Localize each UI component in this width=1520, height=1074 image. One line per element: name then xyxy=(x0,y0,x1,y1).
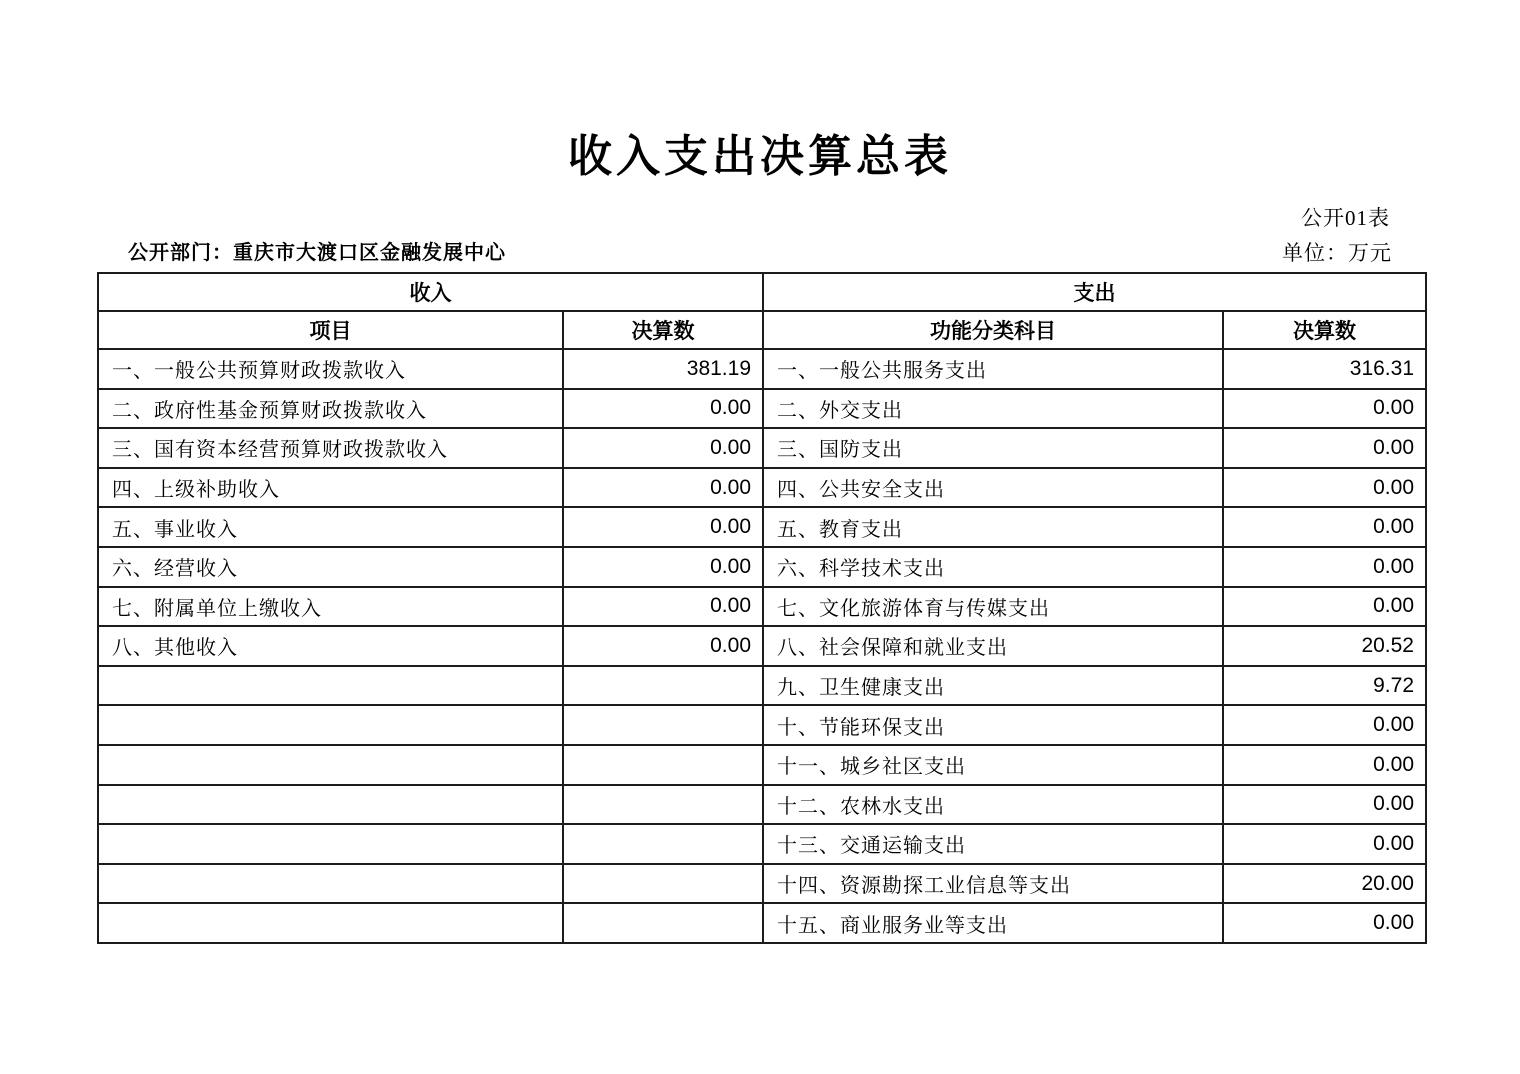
income-item-cell xyxy=(98,666,563,706)
expense-value-cell: 0.00 xyxy=(1223,428,1426,468)
table-row xyxy=(98,428,1426,468)
expense-value-cell: 20.52 xyxy=(1223,626,1426,666)
expense-value-cell: 9.72 xyxy=(1223,666,1426,706)
expense-item-cell: 十一、城乡社区支出 xyxy=(763,745,1223,785)
income-value-cell: 0.00 xyxy=(563,389,763,429)
table-row xyxy=(98,903,1426,943)
income-value-cell xyxy=(563,705,763,745)
income-item-cell: 四、上级补助收入 xyxy=(98,468,563,508)
table-header xyxy=(98,273,1426,349)
expense-item-cell: 十三、交通运输支出 xyxy=(763,824,1223,864)
expense-item-cell: 三、国防支出 xyxy=(763,428,1223,468)
income-value-cell xyxy=(563,745,763,785)
expense-item-cell: 十二、农林水支出 xyxy=(763,785,1223,825)
budget-summary-table xyxy=(97,272,1427,944)
expense-value-column-header: 决算数 xyxy=(1223,311,1426,349)
income-item-cell xyxy=(98,824,563,864)
expense-value-cell: 316.31 xyxy=(1223,349,1426,389)
income-item-cell xyxy=(98,903,563,943)
income-value-cell xyxy=(563,785,763,825)
expense-value-cell: 0.00 xyxy=(1223,587,1426,627)
income-item-cell xyxy=(98,785,563,825)
income-value-cell xyxy=(563,864,763,904)
income-value-cell xyxy=(563,824,763,864)
expense-value-cell: 0.00 xyxy=(1223,468,1426,508)
expense-item-cell: 六、科学技术支出 xyxy=(763,547,1223,587)
expense-item-cell: 七、文化旅游体育与传媒支出 xyxy=(763,587,1223,627)
unit-label: 单位：万元 xyxy=(1282,241,1392,265)
expense-item-cell: 九、卫生健康支出 xyxy=(763,666,1223,706)
income-value-cell: 0.00 xyxy=(563,468,763,508)
table-row xyxy=(98,349,1426,389)
expense-item-cell: 一、一般公共服务支出 xyxy=(763,349,1223,389)
page-title: 收入支出决算总表 xyxy=(568,132,952,181)
income-item-cell: 一、一般公共预算财政拨款收入 xyxy=(98,349,563,389)
table-body xyxy=(98,349,1426,943)
table-row xyxy=(98,745,1426,785)
table-row xyxy=(98,824,1426,864)
income-item-cell: 五、事业收入 xyxy=(98,507,563,547)
income-value-cell: 0.00 xyxy=(563,547,763,587)
table-row xyxy=(98,626,1426,666)
table-row xyxy=(98,864,1426,904)
expense-value-cell: 0.00 xyxy=(1223,824,1426,864)
table-row xyxy=(98,587,1426,627)
expense-item-cell: 五、教育支出 xyxy=(763,507,1223,547)
income-item-cell xyxy=(98,864,563,904)
table-row xyxy=(98,389,1426,429)
table-row xyxy=(98,666,1426,706)
income-item-column-header: 项目 xyxy=(98,311,563,349)
expense-item-cell: 十、节能环保支出 xyxy=(763,705,1223,745)
expense-section-header: 支出 xyxy=(763,273,1426,311)
table-row xyxy=(98,705,1426,745)
expense-value-cell: 0.00 xyxy=(1223,745,1426,785)
expense-value-cell: 0.00 xyxy=(1223,903,1426,943)
expense-value-cell: 0.00 xyxy=(1223,507,1426,547)
income-value-column-header: 决算数 xyxy=(563,311,763,349)
income-value-cell: 381.19 xyxy=(563,349,763,389)
income-item-cell xyxy=(98,745,563,785)
income-item-cell: 八、其他收入 xyxy=(98,626,563,666)
expense-value-cell: 0.00 xyxy=(1223,389,1426,429)
income-item-cell: 七、附属单位上缴收入 xyxy=(98,587,563,627)
income-value-cell: 0.00 xyxy=(563,587,763,627)
expense-value-cell: 20.00 xyxy=(1223,864,1426,904)
income-value-cell: 0.00 xyxy=(563,507,763,547)
expense-value-cell: 0.00 xyxy=(1223,547,1426,587)
table-row xyxy=(98,785,1426,825)
expense-item-cell: 十四、资源勘探工业信息等支出 xyxy=(763,864,1223,904)
income-value-cell: 0.00 xyxy=(563,626,763,666)
expense-item-cell: 二、外交支出 xyxy=(763,389,1223,429)
expense-item-column-header: 功能分类科目 xyxy=(763,311,1223,349)
income-item-cell: 六、经营收入 xyxy=(98,547,563,587)
income-value-cell: 0.00 xyxy=(563,428,763,468)
table-row xyxy=(98,507,1426,547)
income-item-cell xyxy=(98,705,563,745)
income-value-cell xyxy=(563,903,763,943)
table-row xyxy=(98,547,1426,587)
expense-value-cell: 0.00 xyxy=(1223,705,1426,745)
expense-item-cell: 八、社会保障和就业支出 xyxy=(763,626,1223,666)
income-value-cell xyxy=(563,666,763,706)
expense-item-cell: 四、公共安全支出 xyxy=(763,468,1223,508)
income-section-header: 收入 xyxy=(98,273,763,311)
table-row xyxy=(98,468,1426,508)
expense-value-cell: 0.00 xyxy=(1223,785,1426,825)
table-number-label: 公开01表 xyxy=(1301,206,1390,230)
publishing-department-label: 公开部门：重庆市大渡口区金融发展中心 xyxy=(128,242,506,264)
expense-item-cell: 十五、商业服务业等支出 xyxy=(763,903,1223,943)
section-header-row xyxy=(98,273,1426,311)
column-header-row xyxy=(98,311,1426,349)
income-item-cell: 二、政府性基金预算财政拨款收入 xyxy=(98,389,563,429)
income-item-cell: 三、国有资本经营预算财政拨款收入 xyxy=(98,428,563,468)
